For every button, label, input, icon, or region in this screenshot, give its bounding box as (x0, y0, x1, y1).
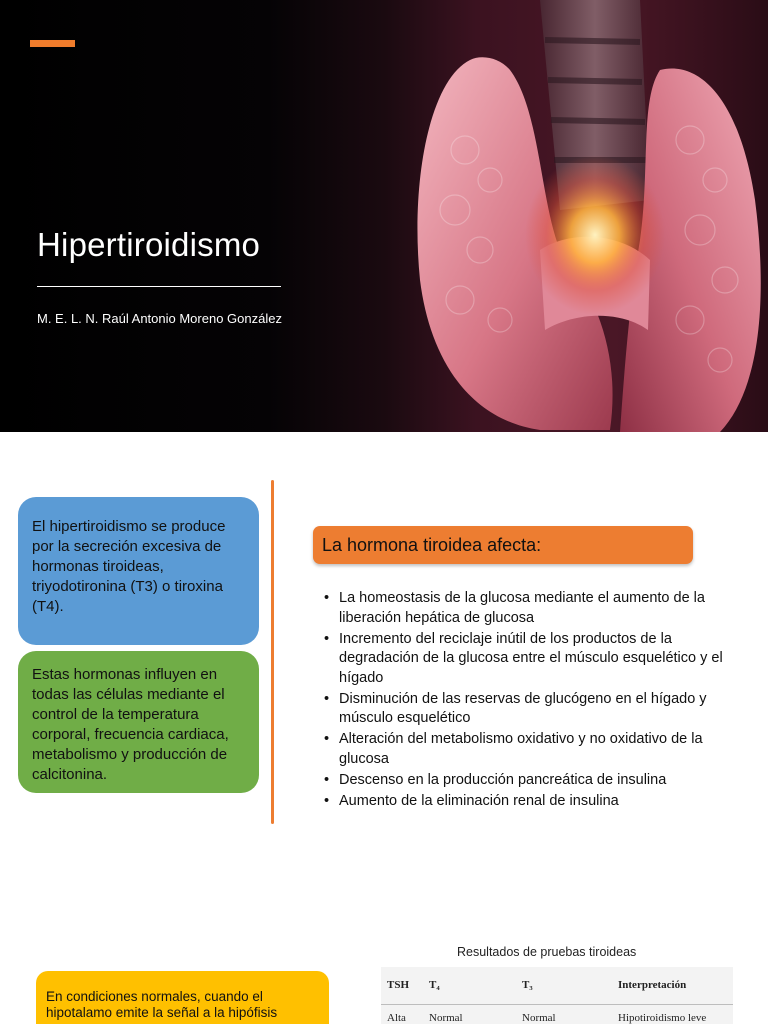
author-name: M. E. L. N. Raúl Antonio Moreno González (37, 311, 282, 326)
list-item: • Disminución de las reservas de glucógeno en el hígado y músculo esquelético (324, 690, 724, 729)
table-rule (381, 1004, 733, 1005)
thyroid-results-table (381, 967, 733, 1024)
table-cell: Normal (429, 1012, 463, 1024)
table-header-cell: T₃ (522, 979, 533, 991)
table-row (381, 1012, 733, 1024)
vertical-divider (271, 480, 274, 824)
glow-spot (525, 155, 665, 315)
definition-box: El hipertiroidismo se produce por la secreción excesiva de hormonas tiroideas, triyodotironina (T3) o tiroxina (T4). (18, 497, 259, 645)
hormone-effects-box: Estas hormonas influyen en todas las células mediante el control de la temperatura corporal, frecuencia cardiaca, metabolismo y producción de calcitonina. (18, 651, 259, 793)
table-cell: Normal (522, 1012, 556, 1024)
list-item: • La homeostasis de la glucosa mediante el aumento de la liberación hepática de glucosa (324, 589, 724, 628)
list-item: • Alteración del metabolismo oxidativo y no oxidativo de la glucosa (324, 730, 724, 769)
list-item: • Aumento de la eliminación renal de insulina (324, 792, 724, 812)
content-slide (0, 432, 768, 872)
table-cell: Alta (387, 1012, 406, 1024)
normal-conditions-box: En condiciones normales, cuando el hipotalamo emite la señal a la hipófisis (36, 971, 329, 1024)
accent-bar (30, 40, 75, 47)
effects-list (324, 589, 724, 813)
table-cell: Hipotiroidismo leve (618, 1012, 707, 1024)
table-header-cell: TSH (387, 979, 410, 991)
title-underline (37, 286, 281, 287)
table-header-row (381, 979, 733, 999)
slide-title: Hipertiroidismo (37, 226, 261, 263)
list-item: • Descenso en la producción pancreática de insulina (324, 771, 724, 791)
thyroid-illustration (0, 0, 768, 432)
section-header: La hormona tiroidea afecta: (313, 526, 693, 564)
list-item: • Incremento del reciclaje inútil de los productos de la degradación de la glucosa entre el músculo esquelético y el hígado (324, 630, 724, 689)
title-slide (0, 0, 768, 432)
table-header-cell: T₄ (429, 979, 440, 991)
table-header-cell: Interpretación (618, 979, 687, 991)
table-caption: Resultados de pruebas tiroideas (457, 945, 637, 959)
results-slide (0, 872, 768, 1024)
